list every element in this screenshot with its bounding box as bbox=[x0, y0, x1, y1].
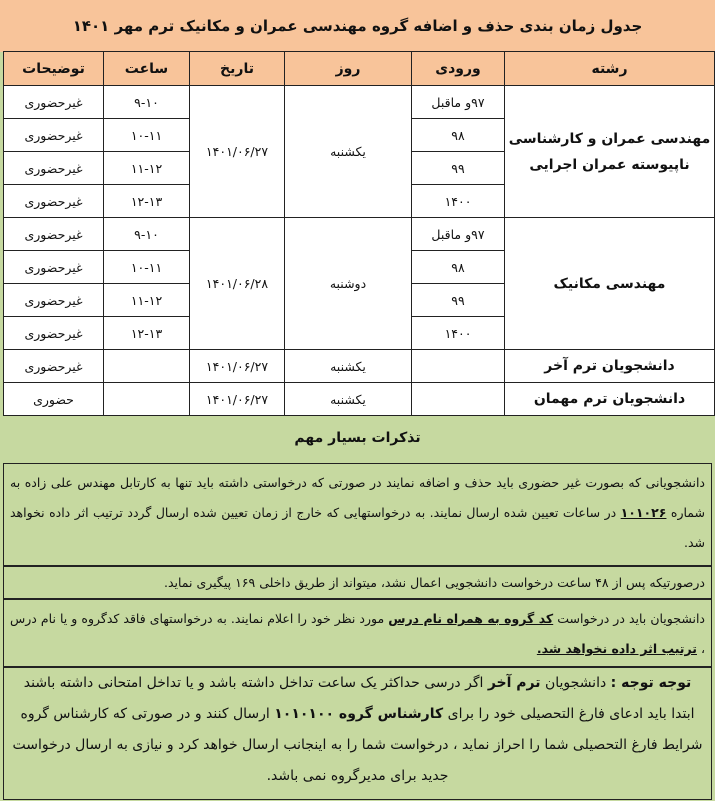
note-cell: غیرحضوری bbox=[4, 251, 104, 284]
note-item bbox=[3, 463, 712, 566]
major-cell bbox=[505, 86, 715, 218]
table-row bbox=[4, 218, 715, 251]
hour-cell: ۱۰-۱۱ bbox=[104, 251, 190, 284]
note-text: ارسال کنند و در صورتی که کارشناس گروه شرایط فارغ التحصیلی شما را احراز نماید ، درخواست شما را به اینجانب ارسال خواهد کرد و نیازی به ارسال درخواست جدید برای مدیرگروه نمی باشد. bbox=[12, 706, 703, 784]
date-cell: ۱۴۰۱/۰۶/۲۷ bbox=[190, 350, 285, 383]
note-text: دانشجویانی که بصورت غیر حضوری باید حذف و اضافه نمایند در صورتی که درخواستی داشته باید تنها به کارتابل مهندس علی زاده به شماره bbox=[10, 475, 705, 520]
note-emphasis: کد گروه به همراه نام درس bbox=[388, 611, 554, 626]
major-cell bbox=[505, 218, 715, 350]
hour-cell bbox=[104, 383, 190, 416]
note-cell: غیرحضوری bbox=[4, 86, 104, 119]
entry-cell: ۱۴۰۰ bbox=[412, 185, 505, 218]
note-item bbox=[3, 566, 712, 599]
table-row bbox=[4, 86, 715, 119]
note-lead: توجه توجه : bbox=[610, 675, 692, 691]
notes-title: تذکرات بسیار مهم bbox=[294, 430, 421, 446]
note-text: در ساعات تعیین شده ارسال نمایند. به درخواستهایی که خارج از زمان تعیین شده ارسال گردد ترتیب اثر داده نخواهد شد. bbox=[10, 505, 705, 550]
hour-cell: ۱۲-۱۳ bbox=[104, 317, 190, 350]
major-line: مهندسی مکانیک bbox=[553, 275, 666, 292]
header-major: رشته bbox=[505, 52, 715, 86]
hour-cell bbox=[104, 350, 190, 383]
note-cell: غیرحضوری bbox=[4, 119, 104, 152]
table-row bbox=[4, 383, 715, 416]
note-emphasis: کارشناس گروه ۱۰۱۰۱۰۰ bbox=[274, 706, 444, 722]
entry-cell: ۹۸ bbox=[412, 251, 505, 284]
entry-cell: ۹۸ bbox=[412, 119, 505, 152]
date-cell: ۱۴۰۱/۰۶/۲۷ bbox=[190, 383, 285, 416]
header-hour: ساعت bbox=[104, 52, 190, 86]
note-text: مورد نظر خود را اعلام نمایند. به درخواستهای فاقد کدگروه و یا نام درس ، bbox=[10, 611, 705, 656]
note-cell: حضوری bbox=[4, 383, 104, 416]
header-entry: ورودی bbox=[412, 52, 505, 86]
day-cell: یکشنبه bbox=[285, 383, 412, 416]
entry-cell bbox=[412, 350, 505, 383]
note-emphasis: ترتیب اثر داده نخواهد شد. bbox=[536, 641, 697, 656]
entry-cell: ۱۴۰۰ bbox=[412, 317, 505, 350]
entry-cell: ۹۷و ماقبل bbox=[412, 86, 505, 119]
entry-cell: ۹۷و ماقبل bbox=[412, 218, 505, 251]
schedule-table bbox=[3, 51, 715, 416]
entry-cell: ۹۹ bbox=[412, 284, 505, 317]
day-cell: یکشنبه bbox=[285, 86, 412, 218]
header-row bbox=[4, 52, 715, 86]
header-day: روز bbox=[285, 52, 412, 86]
note-cell: غیرحضوری bbox=[4, 317, 104, 350]
date-cell: ۱۴۰۱/۰۶/۲۸ bbox=[190, 218, 285, 350]
note-cell: غیرحضوری bbox=[4, 284, 104, 317]
major-line: مهندسی عمران و کارشناسی bbox=[508, 130, 711, 147]
page-title: جدول زمان بندی حذف و اضافه گروه مهندسی عمران و مکانیک ترم مهر ۱۴۰۱ bbox=[72, 17, 643, 35]
hour-cell: ۱۲-۱۳ bbox=[104, 185, 190, 218]
note-item bbox=[3, 599, 712, 667]
table-row bbox=[4, 350, 715, 383]
note-cell: غیرحضوری bbox=[4, 350, 104, 383]
entry-cell bbox=[412, 383, 505, 416]
header-date: تاریخ bbox=[190, 52, 285, 86]
hour-cell: ۹-۱۰ bbox=[104, 218, 190, 251]
note-cell: غیرحضوری bbox=[4, 185, 104, 218]
day-cell: یکشنبه bbox=[285, 350, 412, 383]
note-cell: غیرحضوری bbox=[4, 218, 104, 251]
header-notes: توضیحات bbox=[4, 52, 104, 86]
entry-cell: ۹۹ bbox=[412, 152, 505, 185]
note-text: دانشجویان bbox=[540, 675, 611, 691]
major-cell: دانشجویان ترم مهمان bbox=[505, 383, 715, 416]
major-line: ناپیوسته عمران اجرایی bbox=[529, 156, 690, 173]
note-text: درصورتیکه پس از ۴۸ ساعت درخواست دانشجویی اعمال نشد، میتواند از طریق داخلی ۱۶۹ پیگیری نماید. bbox=[163, 575, 705, 590]
hour-cell: ۹-۱۰ bbox=[104, 86, 190, 119]
day-cell: دوشنبه bbox=[285, 218, 412, 350]
note-cell: غیرحضوری bbox=[4, 152, 104, 185]
hour-cell: ۱۱-۱۲ bbox=[104, 284, 190, 317]
note-text: دانشجویان باید در درخواست bbox=[553, 611, 705, 626]
note-item-important bbox=[3, 667, 712, 800]
date-cell: ۱۴۰۱/۰۶/۲۷ bbox=[190, 86, 285, 218]
cartable-number: ۱۰۱۰۲۶ bbox=[620, 505, 667, 520]
hour-cell: ۱۱-۱۲ bbox=[104, 152, 190, 185]
title-band bbox=[0, 0, 715, 52]
hour-cell: ۱۰-۱۱ bbox=[104, 119, 190, 152]
major-cell: دانشجویان ترم آخر bbox=[505, 350, 715, 383]
note-text: اگر درسی حداکثر یک ساعت تداخل داشته باشد و یا تداخل امتحانی داشته باشند ابتدا باید ادعای فارغ التحصیلی خود را برای bbox=[23, 675, 695, 722]
note-emphasis: ترم آخر bbox=[487, 675, 541, 691]
